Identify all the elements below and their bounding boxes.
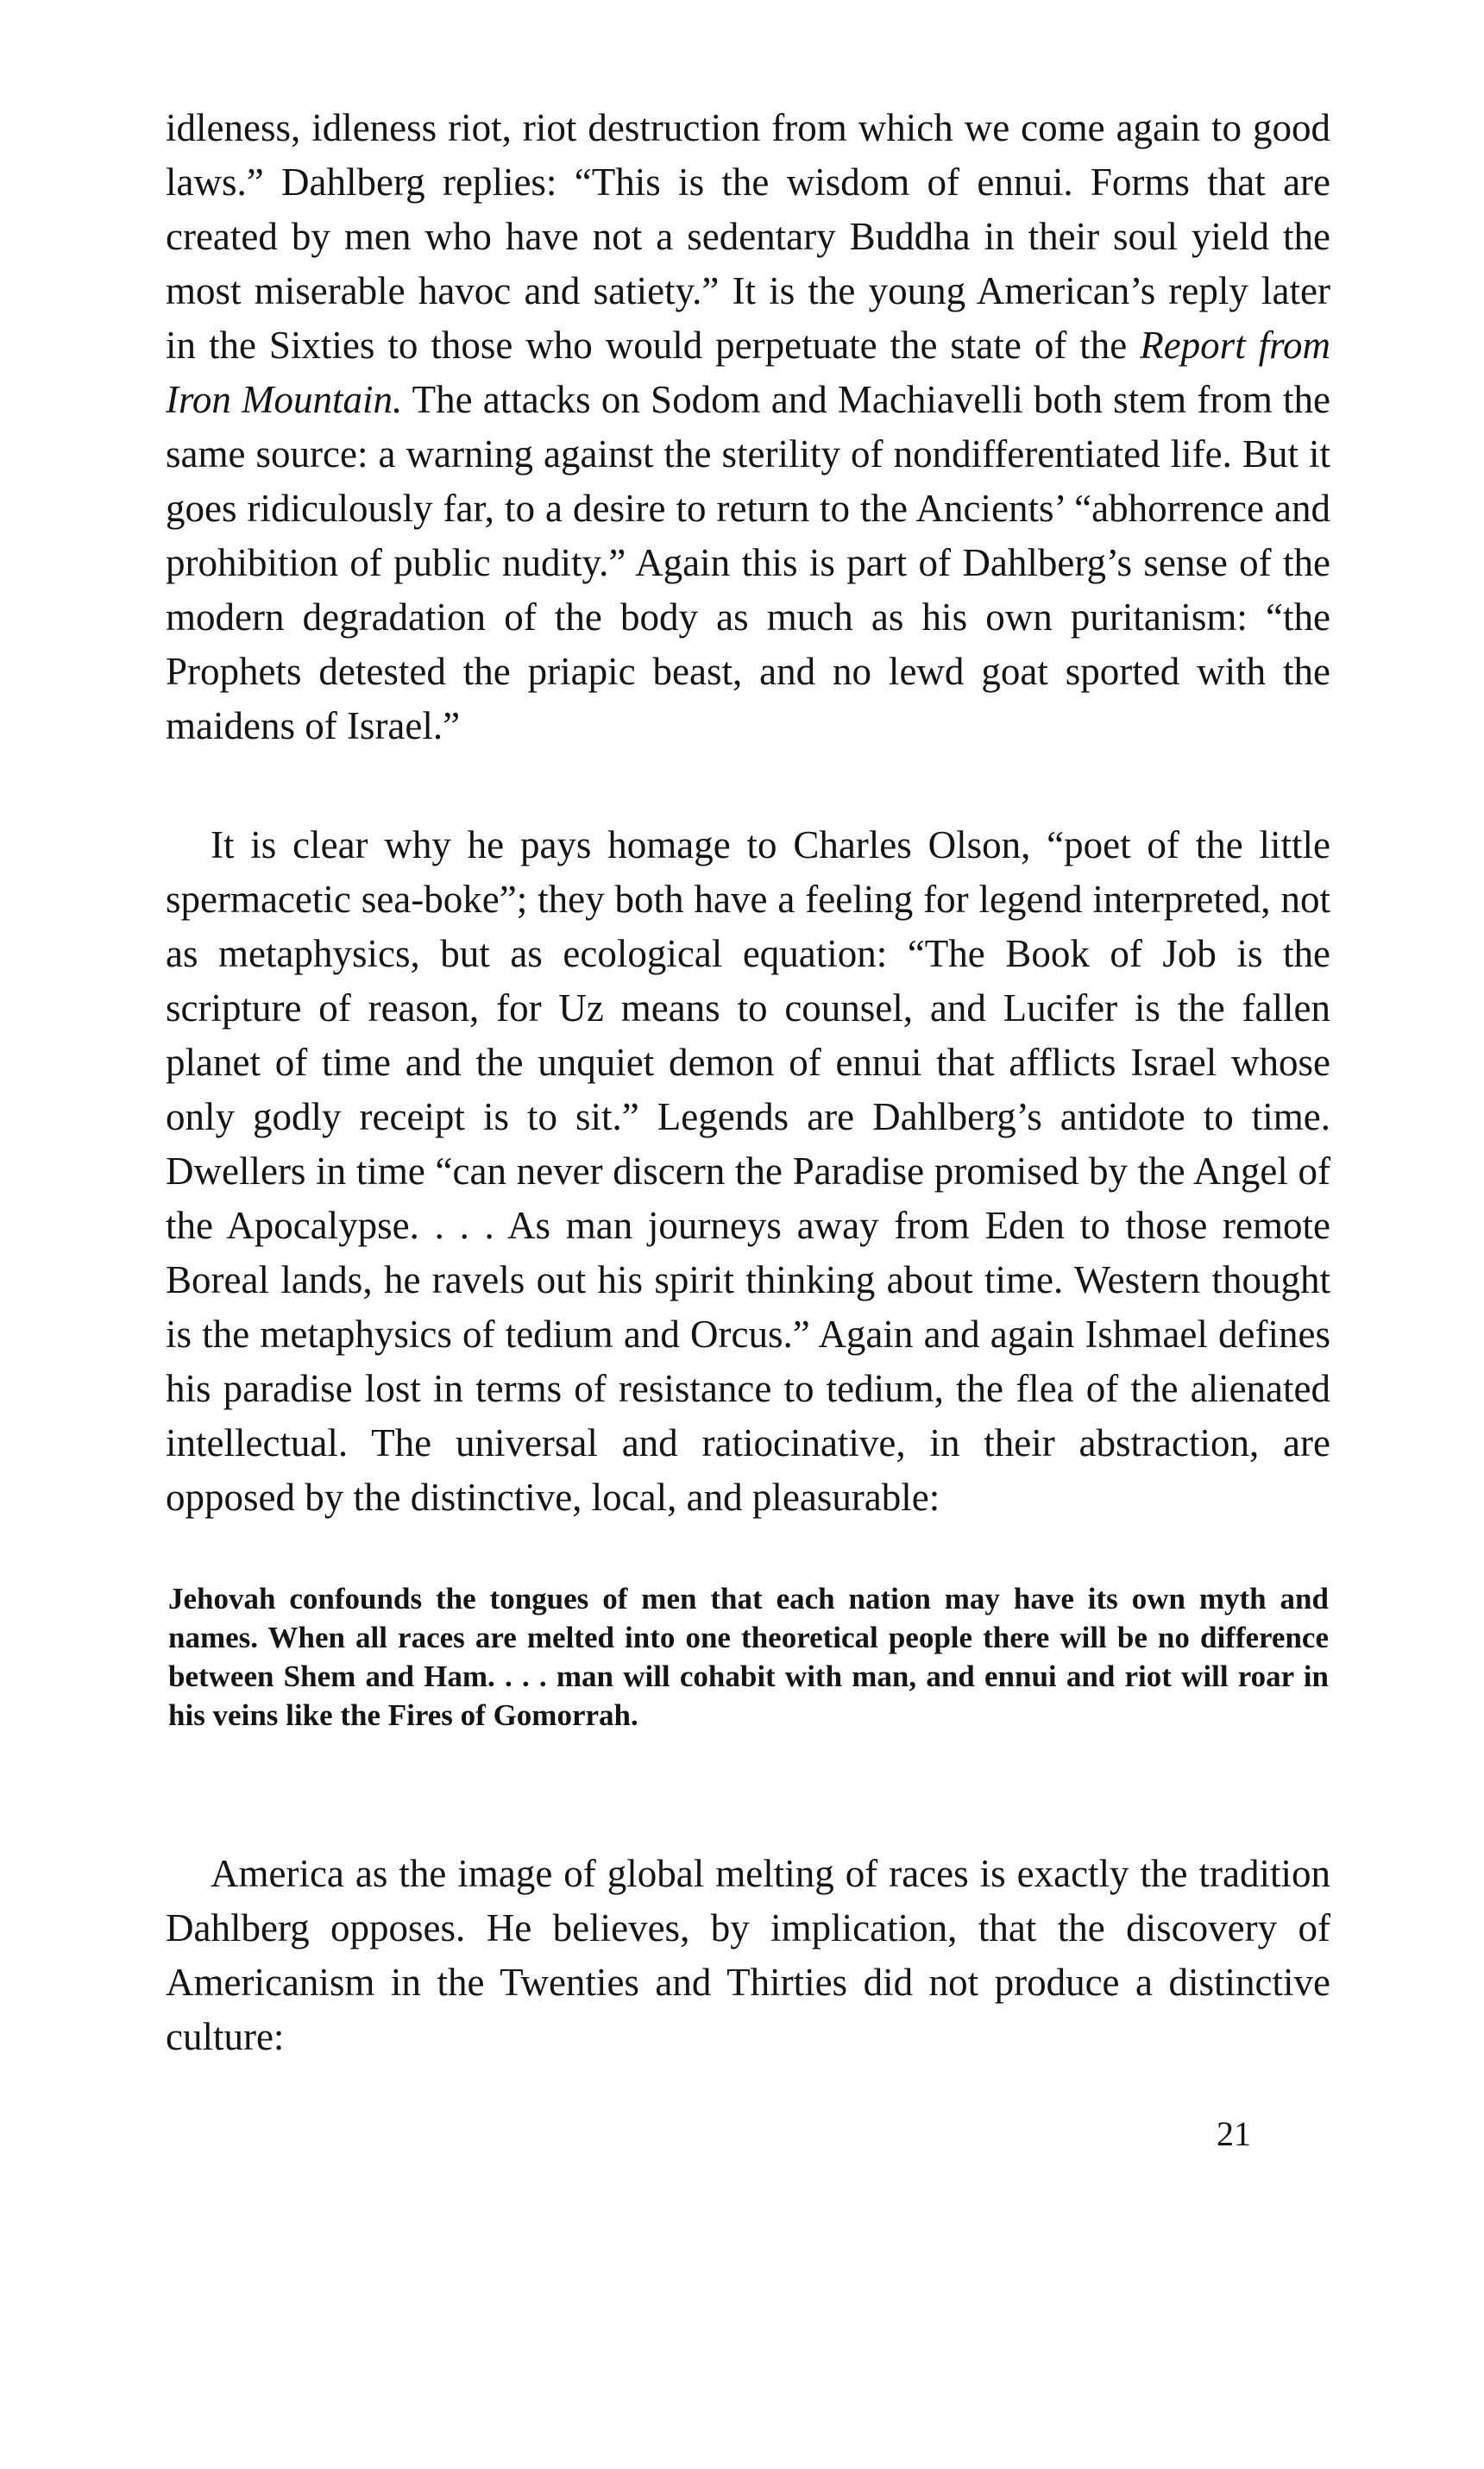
- paragraph-3: [166, 1847, 1330, 2064]
- page-number: 21: [1217, 2114, 1251, 2153]
- paragraph-1-text-end: The attacks on Sodom and Machiavelli both stem from the same source: a warning against the sterility of nondifferentiated life. But it goes ridiculously far, to a desire to return to the Ancients’ “abhorrence and prohibition of public nudity.” Again this is part of Dahlberg’s sense of the modern degradation of the body as much as his own puritanism: “the Prophets detested the priapic beast, and no lewd goat sported with the maidens of Israel.”: [166, 378, 1330, 747]
- paragraph-2: [166, 818, 1330, 1525]
- book-title-italic: Report from Iron Mountain.: [166, 324, 1330, 421]
- paragraph-1-text-start: idleness, idleness riot, riot destruction from which we come again to good laws.” Dahlberg replies: “This is the wisdom of ennui. Forms that are created by men who have not a sedentary Buddha in their soul yield the most miserable havoc and satiety.” It is the young American’s reply later in the Sixties to those who would perpetuate the state of the: [166, 106, 1330, 367]
- paragraph-1-text: [166, 101, 1330, 753]
- block-quote: Jehovah confounds the tongues of men that each nation may have its own myth and names. When all races are melted into one theoretical people there will be no difference between Shem and Ham. . . . man will cohabit with man, and ennui and riot will roar in his veins like the Fires of Gomorrah.: [168, 1582, 1329, 1732]
- paragraph-3-text: America as the image of global melting of races is exactly the tradition Dahlberg opposes. He believes, by implication, that the discovery of Americanism in the Twenties and Thirties did not produce a distinctive culture:: [166, 1852, 1330, 2058]
- paragraph-1: [166, 101, 1330, 753]
- paragraph-2-text: It is clear why he pays homage to Charles Olson, “poet of the little spermacetic sea-boke”; they both have a feeling for legend interpreted, not as metaphysics, but as ecological equation: “The Book of Job is the scripture of reason, for Uz means to counsel, and Lucifer is the fallen planet of time and the unquiet demon of ennui that afflicts Israel whose only godly receipt is to sit.” Legends are Dahlberg’s antidote to time. Dwellers in time “can never discern the Paradise promised by the Angel of the Apocalypse. . . . As man journeys away from Eden to those remote Boreal lands, he ravels out his spirit thinking about time. Western thought is the metaphysics of tedium and Orcus.” Again and again Ishmael defines his paradise lost in terms of resistance to tedium, the flea of the alienated intellectual. The universal and ratiocinative, in their abstraction, are opposed by the distinctive, local, and pleasurable:: [166, 823, 1330, 1519]
